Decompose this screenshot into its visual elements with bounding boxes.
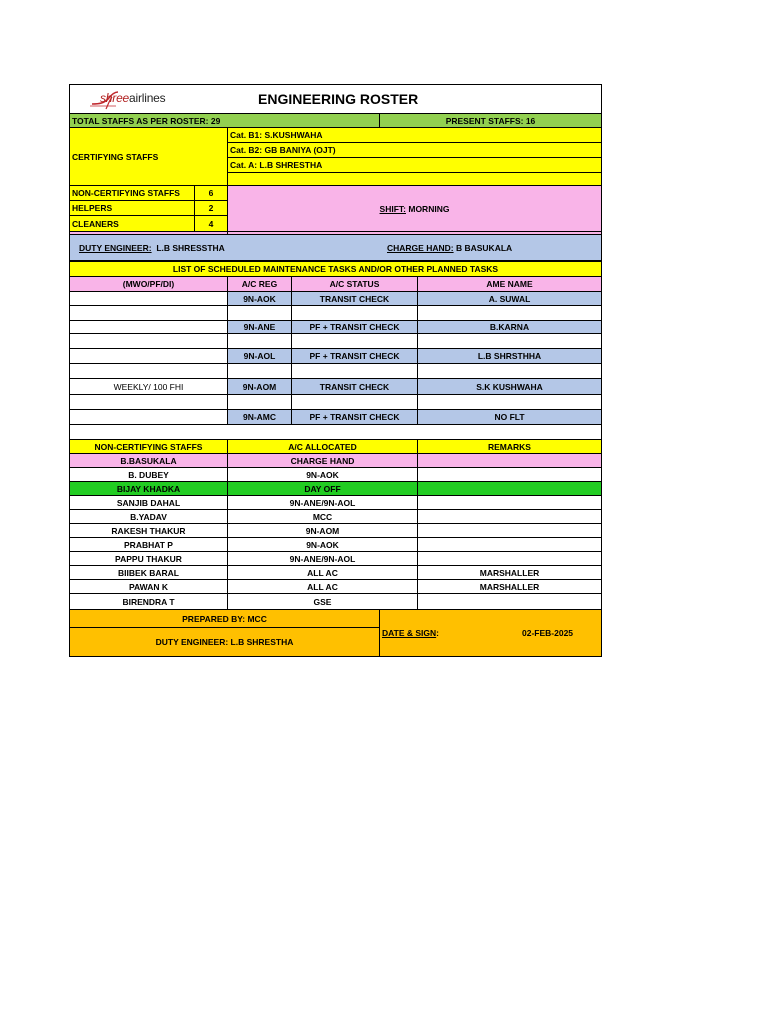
task-status: PF + TRANSIT CHECK <box>291 409 418 425</box>
cat-b1: Cat. B1: S.KUSHWAHA <box>227 127 602 143</box>
staff-col-name: NON-CERTIFYING STAFFS <box>69 439 228 454</box>
task-cell <box>69 348 228 364</box>
task-blank-row <box>417 305 602 321</box>
staff-remarks <box>417 537 602 552</box>
task-blank-row <box>227 305 292 321</box>
staff-name: B.BASUKALA <box>69 453 228 468</box>
tasks-col-ame: AME NAME <box>417 276 602 292</box>
task-blank-row <box>417 394 602 410</box>
page-title: ENGINEERING ROSTER <box>258 91 419 107</box>
task-cell <box>69 320 228 334</box>
roster-sheet <box>69 84 602 657</box>
staff-remarks <box>417 509 602 524</box>
tasks-col-reg: A/C REG <box>227 276 292 292</box>
title-row <box>69 84 602 114</box>
cleaners-count: 4 <box>194 215 228 232</box>
task-ame: S.K KUSHWAHA <box>417 378 602 395</box>
non-certifying-count: 6 <box>194 185 228 201</box>
tasks-col-task: (MWO/PF/DI) <box>69 276 228 292</box>
staff-name: B. DUBEY <box>69 467 228 482</box>
footer-duty-engineer: DUTY ENGINEER: L.B SHRESTHA <box>69 627 380 657</box>
task-cell <box>69 291 228 306</box>
task-cell <box>69 409 228 425</box>
cat-b2: Cat. B2: GB BANIYA (OJT) <box>227 142 602 158</box>
task-blank-row <box>227 333 292 349</box>
task-blank-row <box>291 363 418 379</box>
task-blank-row <box>417 363 602 379</box>
staff-allocated: CHARGE HAND <box>227 453 418 468</box>
duty-row <box>69 234 602 261</box>
staff-allocated: GSE <box>227 593 418 610</box>
staff-name: PAWAN K <box>69 579 228 594</box>
staff-remarks <box>417 453 602 468</box>
date-sign-label: DATE & SIGN: <box>382 628 439 638</box>
staff-allocated: 9N-AOK <box>227 537 418 552</box>
staff-name: PAPPU THAKUR <box>69 551 228 566</box>
shift-label: SHIFT: <box>379 203 406 214</box>
tasks-col-status: A/C STATUS <box>291 276 418 292</box>
helpers-count: 2 <box>194 200 228 216</box>
task-blank-row <box>69 394 228 410</box>
non-certifying-label: NON-CERTIFYING STAFFS <box>69 185 195 201</box>
gap-row <box>69 424 602 440</box>
task-status: TRANSIT CHECK <box>291 291 418 306</box>
staff-col-remarks: REMARKS <box>417 439 602 454</box>
task-ame: L.B SHRSTHHA <box>417 348 602 364</box>
task-blank-row <box>417 333 602 349</box>
staff-remarks <box>417 467 602 482</box>
staff-allocated: 9N-ANE/9N-AOL <box>227 551 418 566</box>
helpers-label: HELPERS <box>69 200 195 216</box>
staff-allocated: MCC <box>227 509 418 524</box>
staff-name: PRABHAT P <box>69 537 228 552</box>
task-blank-row <box>291 394 418 410</box>
task-blank-row <box>69 333 228 349</box>
task-blank-row <box>227 394 292 410</box>
cleaners-label: CLEANERS <box>69 215 195 232</box>
task-ame: NO FLT <box>417 409 602 425</box>
staff-name: B.YADAV <box>69 509 228 524</box>
date-sign <box>379 609 602 657</box>
shift <box>227 185 602 232</box>
staff-name: BIJAY KHADKA <box>69 481 228 496</box>
task-blank-row <box>69 305 228 321</box>
tasks-heading: LIST OF SCHEDULED MAINTENANCE TASKS AND/OR OTHER PLANNED TASKS <box>69 261 602 277</box>
staff-allocated: 9N-ANE/9N-AOL <box>227 495 418 510</box>
prepared-by: PREPARED BY: MCC <box>69 609 380 628</box>
cat-blank <box>227 172 602 186</box>
task-blank-row <box>291 333 418 349</box>
staff-allocated: ALL AC <box>227 565 418 580</box>
task-status: PF + TRANSIT CHECK <box>291 320 418 334</box>
staff-remarks <box>417 593 602 610</box>
task-ame: A. SUWAL <box>417 291 602 306</box>
task-ame: B.KARNA <box>417 320 602 334</box>
staff-remarks <box>417 481 602 496</box>
duty-engineer: DUTY ENGINEER: L.B SHRESSTHA <box>79 242 225 253</box>
brand-name: shreeairlines <box>100 91 166 105</box>
date-value: 02-FEB-2025 <box>522 628 574 638</box>
staff-allocated: 9N-AOM <box>227 523 418 538</box>
cat-a: Cat. A: L.B SHRESTHA <box>227 157 602 173</box>
staff-remarks <box>417 523 602 538</box>
staff-allocated: ALL AC <box>227 579 418 594</box>
task-blank-row <box>69 363 228 379</box>
charge-hand: CHARGE HAND: B BASUKALA <box>387 242 513 253</box>
staff-col-allocated: A/C ALLOCATED <box>227 439 418 454</box>
task-reg: 9N-AOK <box>227 291 292 306</box>
shift-value: MORNING <box>408 203 450 214</box>
total-staffs: TOTAL STAFFS AS PER ROSTER: 29 <box>69 113 380 128</box>
staff-name: RAKESH THAKUR <box>69 523 228 538</box>
staff-allocated: DAY OFF <box>227 481 418 496</box>
task-blank-row <box>227 363 292 379</box>
staff-remarks: MARSHALLER <box>417 579 602 594</box>
task-blank-row <box>291 305 418 321</box>
certifying-staffs-label: CERTIFYING STAFFS <box>69 127 228 186</box>
task-reg: 9N-ANE <box>227 320 292 334</box>
staff-name: SANJIB DAHAL <box>69 495 228 510</box>
task-status: TRANSIT CHECK <box>291 378 418 395</box>
staff-name: BIIBEK BARAL <box>69 565 228 580</box>
staff-remarks: MARSHALLER <box>417 565 602 580</box>
staff-name: BIRENDRA T <box>69 593 228 610</box>
task-reg: 9N-AMC <box>227 409 292 425</box>
task-status: PF + TRANSIT CHECK <box>291 348 418 364</box>
staff-allocated: 9N-AOK <box>227 467 418 482</box>
task-reg: 9N-AOM <box>227 378 292 395</box>
task-cell: WEEKLY/ 100 FHI <box>69 378 228 395</box>
staff-remarks <box>417 495 602 510</box>
task-reg: 9N-AOL <box>227 348 292 364</box>
staff-remarks <box>417 551 602 566</box>
present-staffs: PRESENT STAFFS: 16 <box>379 113 602 128</box>
